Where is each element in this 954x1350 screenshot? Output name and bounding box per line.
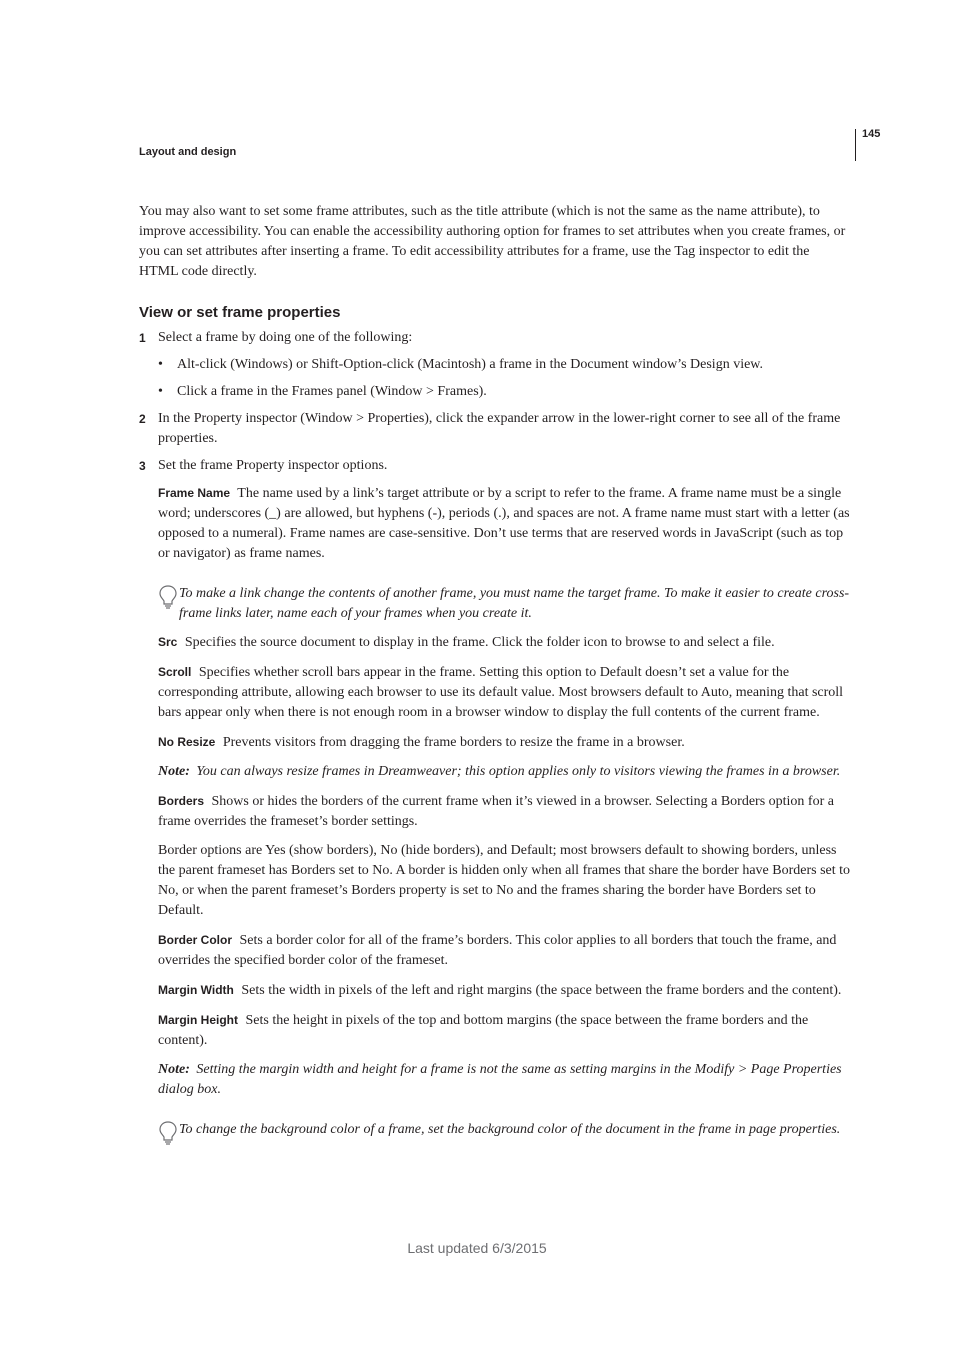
page-content bbox=[139, 202, 851, 1148]
tip-callout bbox=[139, 584, 851, 624]
borders-paragraph: Border options are Yes (show borders), No (hide borders), and Default; most browsers default to showing borders, unless the parent frameset has Borders set to No. A border is hidden only when all frames that share the border have Borders set to No, or when the parent frameset’s Borders property is set to No and the frames sharing the border have Borders set to Default. bbox=[158, 843, 851, 918]
option-text: Sets the width in pixels of the left and right margins (the space between the frame borders and the content). bbox=[241, 983, 842, 998]
option-text: Sets the height in pixels of the top and bottom margins (the space between the frame borders and the content). bbox=[158, 1013, 809, 1048]
step-text: Select a frame by doing one of the following: bbox=[158, 330, 413, 345]
bullet-item bbox=[139, 355, 851, 375]
option-scroll bbox=[158, 662, 851, 723]
option-frame-name bbox=[158, 483, 851, 564]
step-number: 3 bbox=[139, 459, 146, 473]
page-number: 145 bbox=[862, 128, 881, 140]
option-no-resize bbox=[158, 732, 851, 753]
note-resize bbox=[158, 762, 851, 782]
step-3 bbox=[139, 456, 851, 476]
note-label: Note: bbox=[158, 1062, 190, 1077]
section-title: Layout and design bbox=[139, 146, 237, 158]
bullet-item bbox=[139, 382, 851, 402]
note-margins bbox=[158, 1060, 851, 1100]
bullet-text: Click a frame in the Frames panel (Window > Frames). bbox=[177, 384, 487, 399]
option-text: Specifies the source document to display in the frame. Click the folder icon to browse to and select a file. bbox=[184, 635, 775, 650]
header-divider bbox=[855, 129, 856, 161]
option-term: Margin Width bbox=[158, 983, 234, 997]
step-text: Set the frame Property inspector options. bbox=[158, 458, 388, 473]
bullet-text: Alt-click (Windows) or Shift-Option-click (Macintosh) a frame in the Document window’s Design view. bbox=[177, 357, 764, 372]
note-label: Note: bbox=[158, 764, 190, 779]
note-text: You can always resize frames in Dreamweaver; this option applies only to visitors viewing the frames in a browser. bbox=[196, 764, 841, 779]
option-term: Src bbox=[158, 635, 178, 649]
bullet-glyph: • bbox=[158, 357, 163, 372]
step-2 bbox=[139, 409, 851, 449]
option-term: Margin Height bbox=[158, 1013, 238, 1027]
option-text: Sets a border color for all of the frame’s borders. This color applies to all borders that touch the frame, and overrides the specified border color of the frameset. bbox=[158, 933, 837, 968]
option-text: Specifies whether scroll bars appear in the frame. Setting this option to Default doesn’t set a value for the corresponding attribute, allowing each browser to use its default value. Most browsers default to Auto, meaning that scroll bars appear only when there is not enough room in a browser window to display the full contents of the current frame. bbox=[158, 665, 844, 720]
tip-text: To change the background color of a frame, set the background color of the document in the frame in page properties. bbox=[179, 1122, 841, 1137]
lightbulb-icon bbox=[158, 584, 178, 610]
step-1 bbox=[139, 328, 851, 348]
options-list bbox=[139, 483, 851, 564]
option-margin-height bbox=[158, 1010, 851, 1051]
option-term: No Resize bbox=[158, 735, 216, 749]
option-term: Frame Name bbox=[158, 486, 231, 500]
intro-paragraph: You may also want to set some frame attributes, such as the title attribute (which is not the same as the name attribute), to improve accessibility. You can enable the accessibility authoring option for frames to set attributes when you create frames, or you can set attributes after inserting a frame. To edit accessibility attributes for a frame, use the Tag inspector to edit the HTML code directly. bbox=[139, 204, 846, 279]
step-number: 1 bbox=[139, 331, 146, 345]
note-text: Setting the margin width and height for a frame is not the same as setting margins in the Modify > Page Properties dialog box. bbox=[158, 1062, 842, 1097]
option-src bbox=[158, 632, 851, 653]
option-term: Scroll bbox=[158, 665, 192, 679]
option-border-color bbox=[158, 930, 851, 971]
options-list-continued bbox=[139, 632, 851, 1100]
lightbulb-icon bbox=[158, 1120, 178, 1146]
tip-text: To make a link change the contents of another frame, you must name the target frame. To make it easier to create cross-frame links later, name each of your frames when you create it. bbox=[179, 586, 850, 621]
option-margin-width bbox=[158, 980, 851, 1001]
option-text: The name used by a link’s target attribute or by a script to refer to the frame. A frame name must be a single word; underscores (_) are allowed, but hyphens (-), periods (.), and spaces are not. A frame name must start with a letter (as opposed to a numeral). Frame names are case-sensitive. Don’t use terms that are reserved words in JavaScript (such as top or navigator) as frame names. bbox=[158, 486, 850, 561]
section-heading: View or set frame properties bbox=[139, 304, 341, 321]
footer-last-updated: Last updated 6/3/2015 bbox=[407, 1240, 547, 1256]
option-text: Prevents visitors from dragging the frame borders to resize the frame in a browser. bbox=[222, 735, 685, 750]
option-term: Border Color bbox=[158, 933, 233, 947]
option-text: Shows or hides the borders of the current frame when it’s viewed in a browser. Selecting a Borders option for a frame overrides the frameset’s border settings. bbox=[158, 794, 834, 829]
step-number: 2 bbox=[139, 412, 146, 426]
step-text: In the Property inspector (Window > Properties), click the expander arrow in the lower-right corner to see all of the frame properties. bbox=[158, 411, 841, 446]
tip-callout bbox=[139, 1120, 851, 1140]
option-term: Borders bbox=[158, 794, 205, 808]
bullet-glyph: • bbox=[158, 384, 163, 399]
option-borders bbox=[158, 791, 851, 832]
